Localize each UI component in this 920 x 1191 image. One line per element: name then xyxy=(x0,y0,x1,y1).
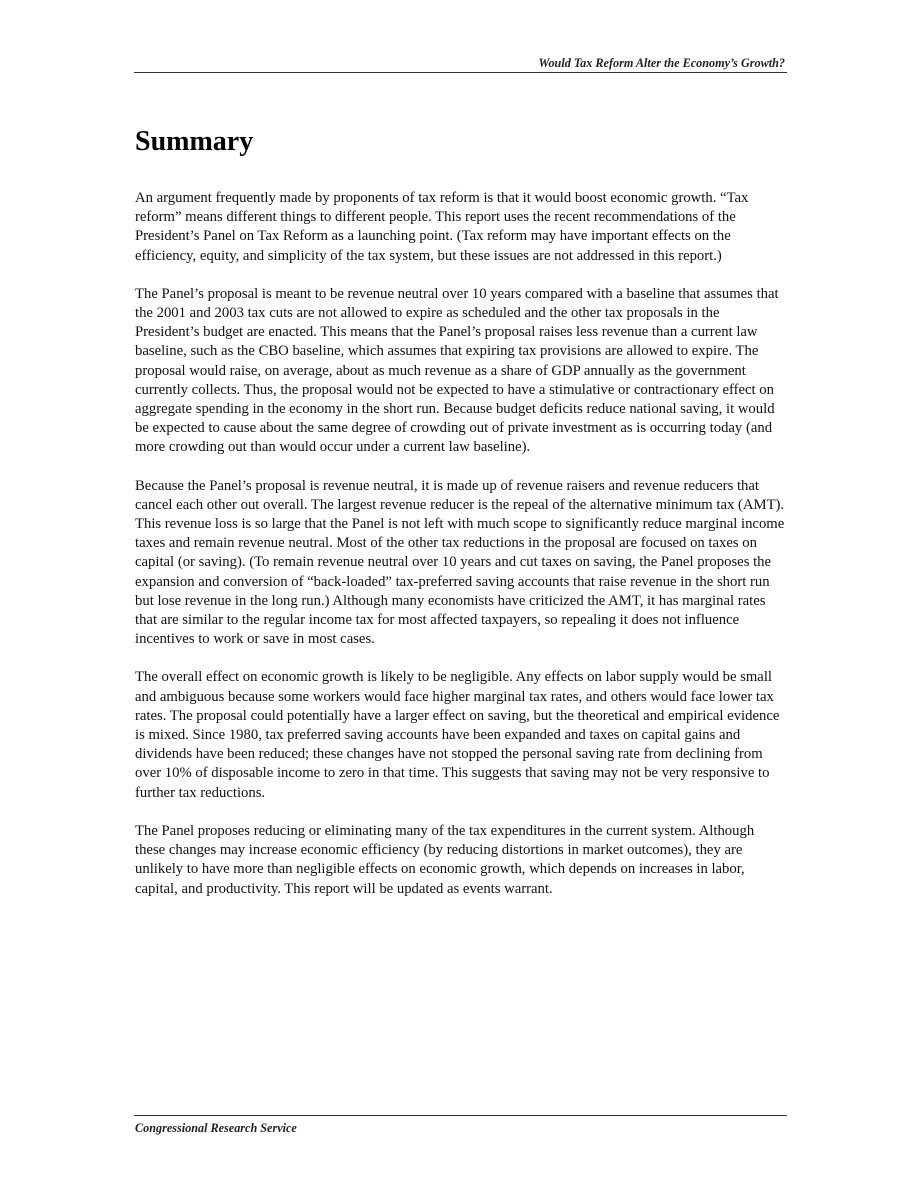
summary-paragraph: The Panel proposes reducing or eliminating many of the tax expenditures in the current system. Although these changes may increase economic efficiency (by reducing distortions in market outcomes), they are unlikely to have more than negligible effects on economic growth, which depends on increases in labor, capital, and productivity. This report will be updated as events warrant. xyxy=(135,822,755,897)
running-title: Would Tax Reform Alter the Economy’s Growth? xyxy=(538,56,785,70)
page-footer xyxy=(134,1115,787,1135)
summary-paragraph: The overall effect on economic growth is likely to be negligible. Any effects on labor supply would be small and ambiguous because some workers would face higher marginal tax rates, and others would face lower tax rates. The proposal could potentially have a larger effect on saving, but the theoretical and empirical evidence is mixed. Since 1980, tax preferred saving accounts have been expanded and taxes on capital gains and dividends have been reduced; these changes have not stopped the personal saving rate from declining from over 10% of disposable income to zero in that time. This suggests that saving may not be very responsive to further tax reductions. xyxy=(135,669,780,801)
page-content xyxy=(135,118,787,918)
section-title: Summary xyxy=(135,126,254,157)
page-header xyxy=(134,56,787,73)
summary-paragraph: The Panel’s proposal is meant to be revenue neutral over 10 years compared with a baseline that assumes that the 2001 and 2003 tax cuts are not allowed to expire as scheduled and the other tax proposals in the President’s budget are enacted. This means that the Panel’s proposal raises less revenue than a current law baseline, such as the CBO baseline, which assumes that expiring tax provisions are allowed to expire. The proposal would raise, on average, about as much revenue as a share of GDP annually as the government currently collects. Thus, the proposal would not be expected to have a stimulative or contractionary effect on aggregate spending in the economy in the short run. Because budget deficits reduce national saving, it would be expected to cause about the same degree of crowding out of private investment as is occurring today (and more crowding out than would occur under a current law baseline). xyxy=(135,285,779,456)
footer-source: Congressional Research Service xyxy=(135,1121,297,1135)
summary-paragraph: An argument frequently made by proponents of tax reform is that it would boost economic growth. “Tax reform” means different things to different people. This report uses the recent recommendations of the President’s Panel on Tax Reform as a launching point. (Tax reform may have important effects on the efficiency, equity, and simplicity of the tax system, but these issues are not addressed in this report.) xyxy=(135,190,749,264)
summary-paragraph: Because the Panel’s proposal is revenue neutral, it is made up of revenue raisers and revenue reducers that cancel each other out overall. The largest revenue reducer is the repeal of the alternative minimum tax (AMT). This revenue loss is so large that the Panel is not left with much scope to significantly reduce marginal income taxes and remain revenue neutral. Most of the other tax reductions in the proposal are focused on taxes on capital (or saving). (To remain revenue neutral over 10 years and cut taxes on saving, the Panel proposes the expansion and conversion of “back-loaded” tax-preferred saving accounts that raise revenue in the short run but lose revenue in the long run.) Although many economists have criticized the AMT, it has marginal rates that are similar to the regular income tax for most affected taxpayers, so repealing it does not influence incentives to work or save in most cases. xyxy=(135,477,785,648)
